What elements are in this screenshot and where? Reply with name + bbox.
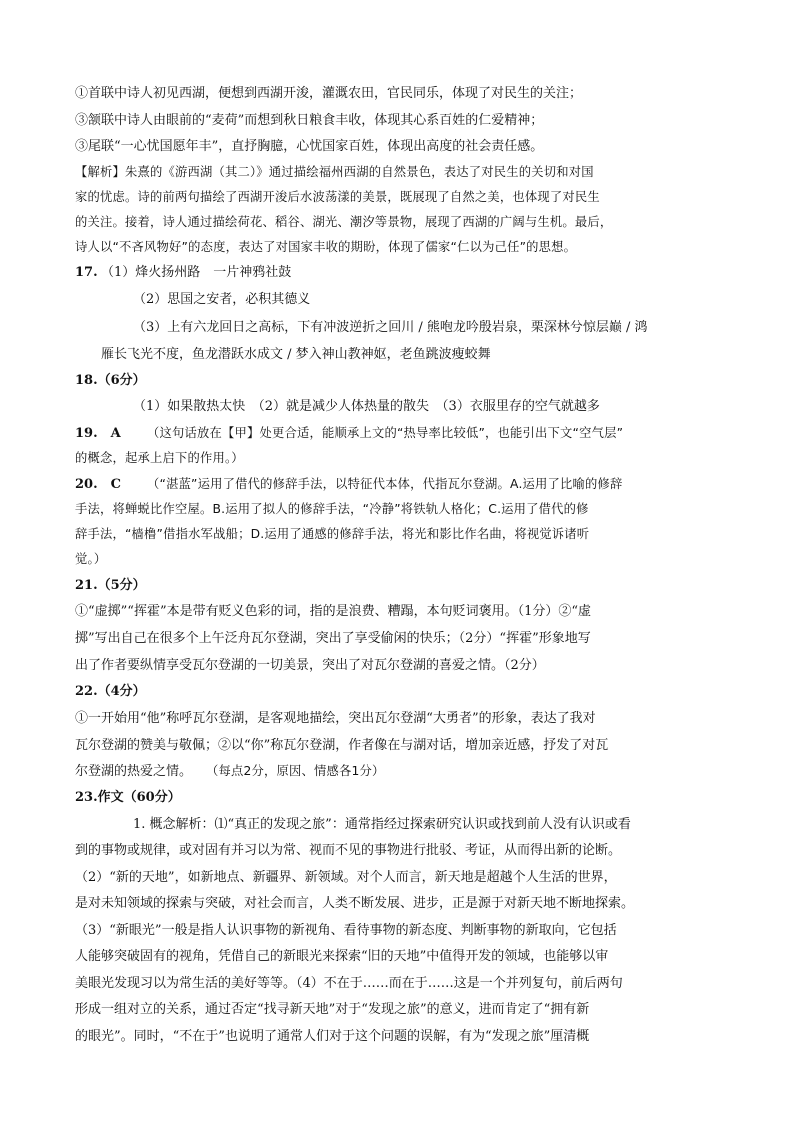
- question-17-number: 17.: [75, 265, 98, 280]
- answer-16-point-1: ①首联中诗人初见西湖，便想到西湖开浚，灌溉农田，官民同乐，体现了对民生的关注；: [75, 86, 583, 101]
- answer-21-line-2: 掷”写出自己在很多个上午泛舟瓦尔登湖，突出了享受偷闲的快乐；（2分）“挥霍”形象地写: [75, 631, 591, 646]
- question-23-heading: 23.作文（60分）: [75, 790, 181, 805]
- essay-line-5: （3）“新眼光”一般是指人认识事物的新视角、看待事物的新态度、判断事物的新取向，它包括: [75, 923, 617, 938]
- question-20-heading: 20. C: [75, 477, 121, 492]
- answer-22-line-1: ①一开始用“他”称呼瓦尔登湖，是客观地描绘，突出瓦尔登湖“大勇者”的形象，表达了我对: [75, 711, 596, 726]
- answer-22-scoring-note: （每点2分，原因、情感各1分）: [206, 764, 385, 778]
- answer-17-part-3-line-2: 雁长飞光不度，鱼龙潜跃水成文 / 梦入神山教神妪，老鱼跳波瘦蛟舞: [101, 347, 491, 362]
- answer-16-point-2: ③颔联中诗人由眼前的“麦荷”而想到秋日粮食丰收，体现其心系百姓的仁爱精神；: [75, 113, 544, 128]
- answer-21-line-3: 出了作者要纵情享受瓦尔登湖的一切美景，突出了对瓦尔登湖的喜爱之情。（2分）: [75, 658, 545, 673]
- question-18-heading: 18.（6分）: [75, 373, 146, 388]
- answer-19-line-2: 的概念，起承上启下的作用。）: [75, 451, 244, 465]
- answer-19-line-1: （这句话放在【甲】处更合适，能顺承上文的“热导率比较低”，也能引出下文“空气层”: [147, 426, 624, 440]
- essay-line-4: 是对未知领域的探索与突破，对社会而言，人类不断发展、进步，正是源于对新天地不断地探索。: [75, 896, 635, 911]
- analysis-line-1: 【解析】朱熹的《游西湖（其二）》通过描绘福州西湖的自然景色，表达了对民生的关切和对国: [75, 165, 594, 179]
- answer-16-point-3: ③尾联“一心忧国愿年丰”，直抒胸臆，心忧国家百姓，体现出高度的社会责任感。: [75, 139, 544, 154]
- analysis-line-2: 家的忧虑。诗的前两句描绘了西湖开浚后水波荡漾的美景，既展现了自然之美，也体现了对民生: [75, 190, 600, 204]
- answer-18: （1）如果散热太快 （2）就是减少人体热量的散失 （3）衣服里存的空气就越多: [133, 399, 600, 414]
- answer-22-line-3: 尔登湖的热爱之情。: [75, 764, 193, 779]
- essay-line-6: 人能够突破固有的视角，凭借自己的新眼光来探索“旧的天地”中值得开发的领域，也能够以审: [75, 949, 609, 964]
- question-22-heading: 22.（4分）: [75, 684, 146, 699]
- answer-22-line-2: 瓦尔登湖的赞美与敬佩；②以“你”称瓦尔登湖，作者像在与湖对话，增加亲近感，抒发了对瓦: [75, 738, 609, 753]
- essay-line-7: 美眼光发现习以为常生活的美好等等。（4）不在于……而在于……这是一个并列复句，前后两句: [75, 976, 623, 991]
- essay-line-2: 到的事物或规律，或对固有并习以为常、视而不见的事物进行批驳、考证，从而得出新的论断。: [75, 843, 622, 858]
- essay-line-3: （2）“新的天地”，如新地点、新疆界、新领域。对个人而言，新天地是超越个人生活的世界，: [75, 870, 617, 885]
- analysis-line-3: 的关注。接着，诗人通过描绘荷花、稻谷、湖光、潮汐等景物，展现了西湖的广阔与生机。最后，: [75, 215, 613, 229]
- analysis-line-4: 诗人以“不吝风物好”的态度，表达了对国家丰收的期盼，体现了儒家“仁以为己任”的思想。: [75, 240, 577, 254]
- answer-20-line-2: 手法，将蝉蜕比作空屋。B.运用了拟人的修辞手法，“冷静”将铁轨人格化；C.运用了借代的修: [75, 502, 589, 516]
- answer-20-line-3: 辞手法，“樯橹”借指水军战船；D.运用了通感的修辞手法，将光和影比作名曲，将视觉诉诸听: [75, 527, 590, 541]
- question-21-heading: 21.（5分）: [75, 578, 146, 593]
- answer-21-line-1: ①“虚掷”“挥霍”本是带有贬义色彩的词，指的是浪费、糟蹋，本句贬词褒用。（1分）②“虚: [75, 604, 592, 619]
- essay-line-8: 形成一组对立的关系，通过否定“找寻新天地”对于“发现之旅”的意义，进而肯定了“拥有新: [75, 1002, 590, 1017]
- essay-line-9: 的眼光”。同时，“不在于”也说明了通常人们对于这个问题的误解，有为“发现之旅”厘清概: [75, 1029, 590, 1044]
- essay-line-1: 1. 概念解析：⑴“真正的发现之旅”：通常指经过探索研究认识或找到前人没有认识或看: [133, 817, 631, 832]
- answer-17-part-3-line-1: （3）上有六龙回日之高标，下有冲波逆折之回川 / 熊咆龙吟殷岩泉，栗深林兮惊层巅 / 鸿: [133, 320, 648, 335]
- question-19-heading: 19. A: [75, 426, 121, 441]
- answer-17-part-1: （1）烽火扬州路 一片神鸦社鼓: [101, 265, 292, 280]
- answer-20-line-1: （“湛蓝”运用了借代的修辞手法，以特征代本体，代指瓦尔登湖。A.运用了比喻的修辞: [147, 477, 623, 491]
- answer-20-line-4: 觉。）: [75, 552, 107, 566]
- answer-17-part-2: （2）思国之安者，必积其德义: [133, 292, 311, 307]
